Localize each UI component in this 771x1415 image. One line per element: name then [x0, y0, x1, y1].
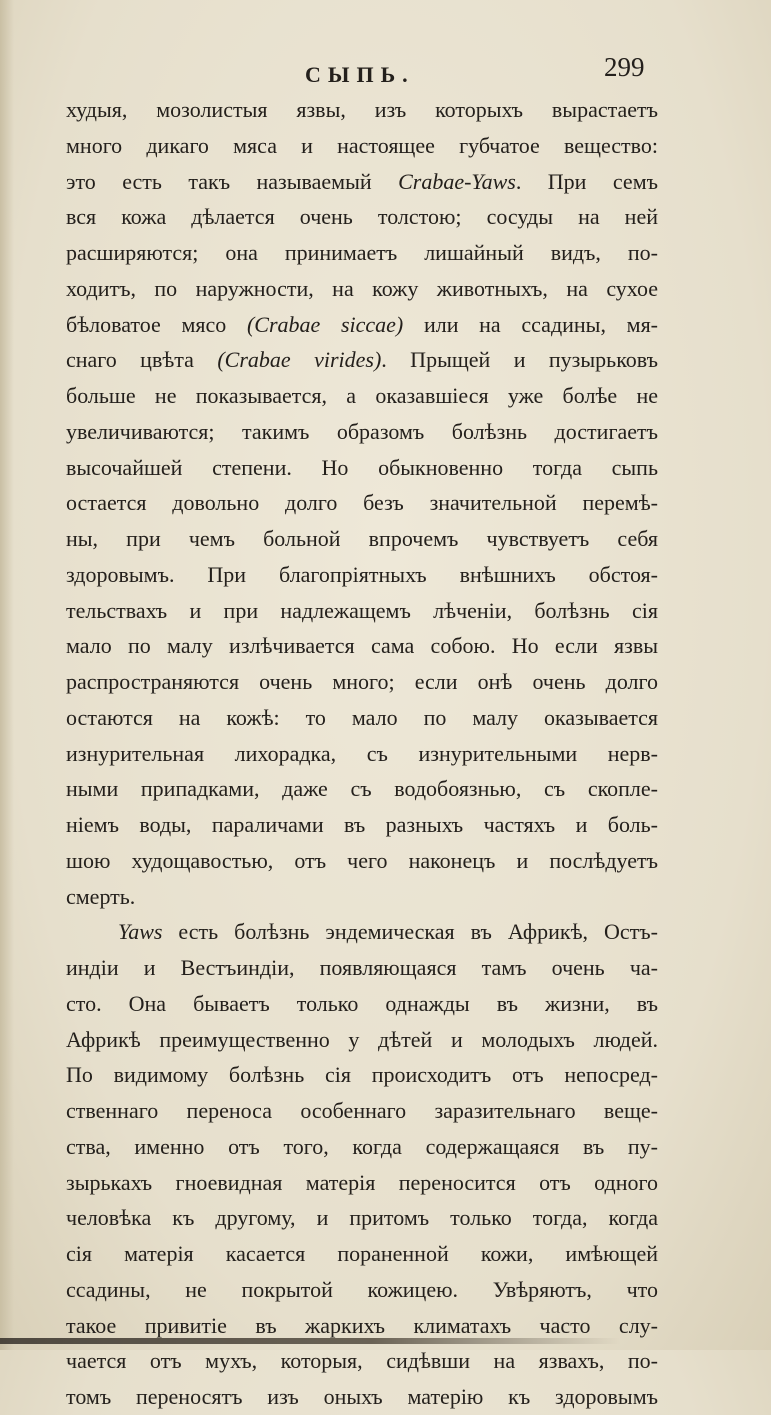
text-line: высочайшей степени. Но обыкновенно тогда сыпь: [66, 454, 658, 480]
text-line: тельствахъ и при надлежащемъ лѣченiи, болѣзнь сiя: [66, 597, 658, 623]
page-bottom-edge: [0, 1338, 620, 1344]
text-line: Африкѣ преимущественно у дѣтей и молодыхъ людей.: [66, 1026, 658, 1052]
text-line: ными припадками, даже съ водобоязнью, съ скопле-: [66, 776, 658, 802]
text-line: много дикаго мяса и настоящее губчатое вещество:: [66, 132, 658, 158]
text-line: шою худощавостью, отъ чего наконецъ и послѣдуетъ: [66, 847, 658, 873]
text-line: ственнаго переноса особеннаго заразительнаго веще-: [66, 1098, 658, 1123]
italic-term: (Crabae virides): [217, 347, 382, 373]
text-segment: или на ссадины, мя-: [403, 311, 659, 337]
gutter-shadow: [0, 0, 14, 1350]
text-segment: это есть такъ называемый: [66, 168, 399, 194]
text-line: томъ переносятъ изъ оныхъ матерiю къ здоровымъ: [66, 1384, 658, 1409]
text-line: худыя, мозолистыя язвы, изъ которыхъ вырастаетъ: [66, 97, 658, 122]
text-line: чается отъ мухъ, которыя, сидѣвши на язвахъ, по-: [66, 1348, 658, 1374]
text-line: распространяются очень много; если онѣ очень долго: [66, 669, 658, 694]
text-line: изнурительная лихорадка, съ изнурительными нерв-: [66, 740, 658, 766]
text-line: ства, именно отъ того, когда содержащаяся въ пу-: [66, 1133, 658, 1159]
text-segment: есть болѣзнь эндемическая въ Африкѣ, Остъ-: [162, 919, 658, 945]
italic-term: Crabae-Yaws: [398, 168, 516, 194]
text-line: [66, 164, 658, 200]
text-segment: . Прыщей и пузырьковъ: [381, 347, 658, 373]
italic-term: Yaws: [118, 919, 163, 945]
text-line: По видимому болѣзнь сiя происходитъ отъ непосред-: [66, 1062, 658, 1088]
text-line: остается довольно долго безъ значительной перемѣ-: [66, 490, 658, 516]
italic-term: (Crabae siccae): [246, 311, 404, 337]
text-line: индiи и Вестъиндiи, появляющаяся тамъ очень ча-: [66, 955, 658, 980]
text-line: вся кожа дѣлается очень толстою; сосуды на ней: [66, 204, 658, 230]
text-line: зырькахъ гноевидная матерiя переносится отъ одного: [66, 1169, 658, 1195]
text-line: мало по малу излѣчивается сама собою. Но если язвы: [66, 633, 658, 659]
text-line: человѣка къ другому, и притомъ только тогда, когда: [66, 1205, 658, 1231]
text-line: здоровымъ. При благопрiятныхъ внѣшнихъ обстоя-: [66, 561, 658, 587]
text-line: сiя матерiя касается пораненной кожи, имѣющей: [66, 1241, 658, 1266]
text-line: нiемъ воды, параличами въ разныхъ частяхъ и боль-: [66, 812, 658, 837]
text-line: больше не показывается, а оказавшiеся уже болѣе не: [66, 383, 658, 408]
text-line: такое привитiе въ жаркихъ климатахъ часто слу-: [66, 1312, 658, 1338]
text-line: сто. Она бываетъ только однажды въ жизни, въ: [66, 990, 658, 1016]
text-line: расширяются; она принимаетъ лишайный видъ, по-: [66, 240, 658, 265]
running-title: СЫПЬ.: [305, 62, 415, 87]
text-line: ходитъ, по наружности, на кожу животныхъ, на сухое: [66, 275, 658, 301]
text-segment: . При семъ: [515, 168, 658, 194]
text-segment: снаго цвѣта: [66, 347, 218, 373]
text-line: увеличиваются; такимъ образомъ болѣзнь достигаетъ: [66, 418, 658, 444]
page-number: 299: [604, 52, 645, 82]
text-line: остаются на кожѣ: то мало по малу оказывается: [66, 704, 658, 730]
text-line: [66, 914, 658, 950]
body-text: [66, 92, 658, 1415]
text-line: смерть.: [66, 883, 136, 909]
text-line: [66, 307, 658, 343]
text-line: ны, при чемъ больной впрочемъ чувствуетъ себя: [66, 526, 658, 551]
page-header: [0, 52, 771, 92]
text-segment: бѣловатое мясо: [66, 311, 247, 337]
text-line: [66, 342, 658, 378]
text-line: ссадины, не покрытой кожицею. Увѣряютъ, что: [66, 1276, 658, 1302]
